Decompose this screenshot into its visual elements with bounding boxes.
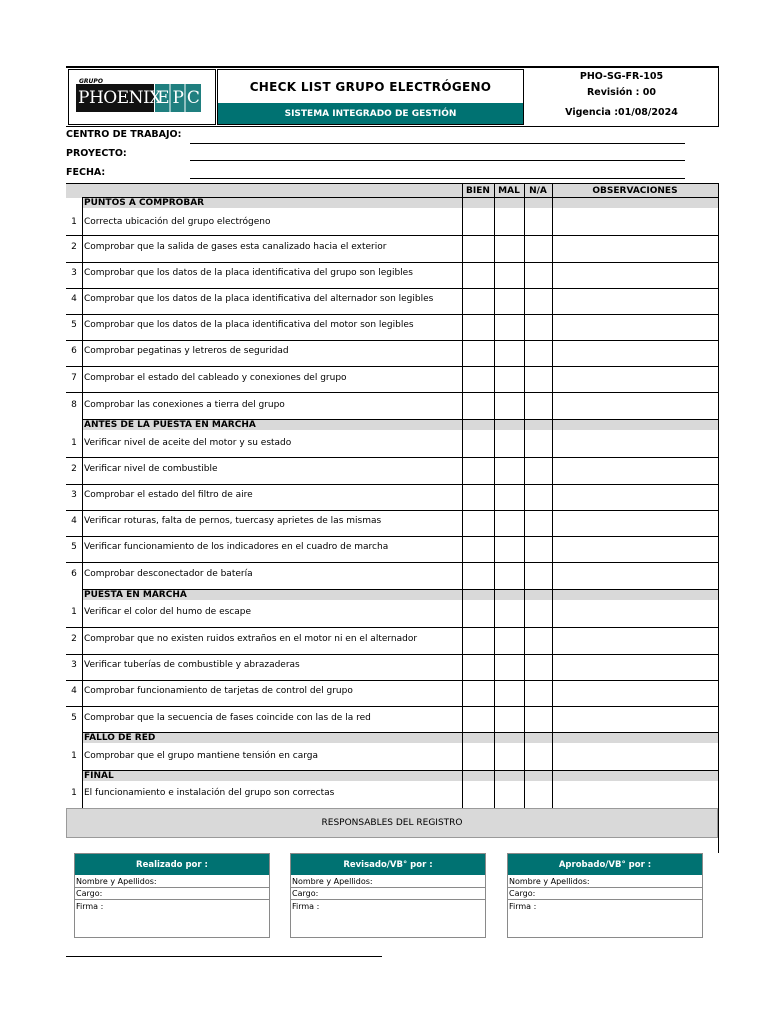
signature-title: Revisado/VB° por : — [291, 854, 485, 875]
company-logo — [68, 69, 216, 125]
section-final: FINAL — [82, 770, 718, 781]
row-number: 2 — [71, 464, 77, 474]
signature-realizado — [74, 853, 270, 938]
signature-firma-field[interactable]: Firma : — [76, 902, 104, 911]
row-number: 7 — [71, 373, 77, 383]
row-number: 1 — [71, 607, 77, 617]
row-number: 4 — [71, 294, 77, 304]
table-row — [66, 392, 718, 419]
table-row — [66, 706, 718, 732]
row-number: 5 — [71, 320, 77, 330]
row-number: 1 — [71, 217, 77, 227]
col-observaciones: OBSERVACIONES — [592, 186, 678, 196]
document-revision: Revisión : 00 — [586, 87, 657, 98]
table-row — [66, 288, 718, 315]
row-number: 4 — [71, 516, 77, 526]
row-text: El funcionamiento e instalación del grupo son correctas — [84, 788, 335, 798]
section-antes-puesta-en-marcha: ANTES DE LA PUESTA EN MARCHA — [82, 419, 718, 430]
section-puesta-en-marcha: PUESTA EN MARCHA — [82, 589, 718, 600]
row-number: 2 — [71, 242, 77, 252]
logo-brand-text: PHOENIX — [78, 88, 161, 108]
fecha-label: FECHA: — [66, 167, 106, 178]
row-text: Comprobar que los datos de la placa identificativa del alternador son legibles — [84, 294, 434, 304]
document-title: CHECK LIST GRUPO ELECTRÓGENO — [249, 79, 492, 94]
signature-cargo-field[interactable]: Cargo: — [291, 888, 485, 900]
row-number: 1 — [71, 751, 77, 761]
row-number: 8 — [71, 400, 77, 410]
table-row — [66, 536, 718, 563]
col-bien: BIEN — [466, 186, 490, 196]
col-na: N/A — [529, 186, 547, 196]
fecha-input-line[interactable] — [190, 178, 685, 179]
row-text: Comprobar desconectador de batería — [84, 569, 253, 579]
grid-line — [552, 183, 553, 808]
row-number: 1 — [71, 438, 77, 448]
grid-line — [718, 183, 719, 853]
row-number: 6 — [71, 346, 77, 356]
row-number: 2 — [71, 634, 77, 644]
row-number: 5 — [71, 713, 77, 723]
proyecto-label: PROYECTO: — [66, 148, 127, 159]
centro-input-line[interactable] — [190, 143, 685, 144]
row-text: Comprobar que la secuencia de fases coincide con las de la red — [84, 713, 371, 723]
row-text: Comprobar que no existen ruidos extraños en el motor ni en el alternador — [84, 634, 418, 644]
table-row — [66, 680, 718, 707]
proyecto-input-line[interactable] — [190, 160, 685, 161]
row-text: Verificar nivel de combustible — [84, 464, 218, 474]
row-text: Comprobar que la salida de gases esta canalizado hacia el exterior — [84, 242, 387, 252]
row-number: 3 — [71, 660, 77, 670]
signature-title: Realizado por : — [75, 854, 269, 875]
signature-aprobado — [507, 853, 703, 938]
signature-cargo-field[interactable]: Cargo: — [508, 888, 702, 900]
checklist-table-header — [66, 183, 718, 198]
row-text: Verificar el color del humo de escape — [84, 607, 252, 617]
table-row — [66, 236, 718, 263]
document-title-box — [217, 69, 524, 125]
grid-line — [82, 197, 83, 808]
signature-revisado — [290, 853, 486, 938]
section-puntos-a-comprobar: PUNTOS A COMPROBAR — [82, 197, 718, 208]
table-row — [66, 744, 718, 770]
document-code-box — [524, 69, 719, 125]
document-code: PHO-SG-FR-105 — [579, 71, 664, 82]
row-text: Comprobar pegatinas y letreros de seguridad — [84, 346, 289, 356]
row-number: 4 — [71, 686, 77, 696]
row-text: Comprobar el estado del filtro de aire — [84, 490, 253, 500]
table-row — [66, 458, 718, 485]
table-row — [66, 484, 718, 511]
centro-label: CENTRO DE TRABAJO: — [66, 129, 182, 140]
row-number: 1 — [71, 788, 77, 798]
logo-group-text: GRUPO — [79, 78, 103, 85]
row-text: Comprobar las conexiones a tierra del grupo — [84, 400, 285, 410]
row-number: 5 — [71, 542, 77, 552]
document-vigencia: Vigencia :01/08/2024 — [565, 107, 678, 118]
footer-rule — [66, 956, 382, 957]
row-text: Verificar tuberías de combustible y abrazaderas — [84, 660, 300, 670]
row-text: Verificar nivel de aceite del motor y su estado — [84, 438, 292, 448]
row-number: 3 — [71, 268, 77, 278]
section-fallo-de-red: FALLO DE RED — [82, 732, 718, 743]
signature-name-field[interactable]: Nombre y Apellidos: — [508, 876, 702, 888]
row-number: 3 — [71, 490, 77, 500]
signature-title: Aprobado/VB° por : — [508, 854, 702, 875]
table-row — [66, 628, 718, 655]
row-text: Comprobar que el grupo mantiene tensión en carga — [84, 751, 318, 761]
table-row — [66, 782, 718, 807]
table-row — [66, 562, 718, 588]
signature-firma-field[interactable]: Firma : — [292, 902, 320, 911]
table-row — [66, 314, 718, 341]
table-row — [66, 510, 718, 537]
row-text: Correcta ubicación del grupo electrógeno — [84, 217, 271, 227]
signature-firma-field[interactable]: Firma : — [509, 902, 537, 911]
row-text: Verificar funcionamiento de los indicadores en el cuadro de marcha — [84, 542, 389, 552]
signature-cargo-field[interactable]: Cargo: — [75, 888, 269, 900]
row-text: Comprobar funcionamiento de tarjetas de control del grupo — [84, 686, 353, 696]
logo-suffix-text: EPC — [157, 88, 203, 108]
header-top-rule — [66, 66, 719, 68]
signature-name-field[interactable]: Nombre y Apellidos: — [291, 876, 485, 888]
document-subtitle: SISTEMA INTEGRADO DE GESTIÓN — [218, 103, 523, 124]
table-row — [66, 601, 718, 628]
row-number: 6 — [71, 569, 77, 579]
signature-name-field[interactable]: Nombre y Apellidos: — [75, 876, 269, 888]
table-row — [66, 366, 718, 393]
row-text: Comprobar que los datos de la placa identificativa del grupo son legibles — [84, 268, 413, 278]
grid-line — [524, 183, 525, 808]
grid-line — [462, 183, 463, 808]
table-row — [66, 431, 718, 458]
grid-line — [494, 183, 495, 808]
responsables-banner: RESPONSABLES DEL REGISTRO — [66, 808, 718, 838]
row-text: Comprobar que los datos de la placa identificativa del motor son legibles — [84, 320, 414, 330]
col-mal: MAL — [498, 186, 520, 196]
row-text: Verificar roturas, falta de pernos, tuercasy aprietes de las mismas — [84, 516, 382, 526]
table-row — [66, 654, 718, 681]
table-row — [66, 209, 718, 236]
table-row — [66, 262, 718, 289]
header-bottom-rule — [66, 126, 719, 127]
table-row — [66, 340, 718, 367]
row-text: Comprobar el estado del cableado y conexiones del grupo — [84, 373, 347, 383]
